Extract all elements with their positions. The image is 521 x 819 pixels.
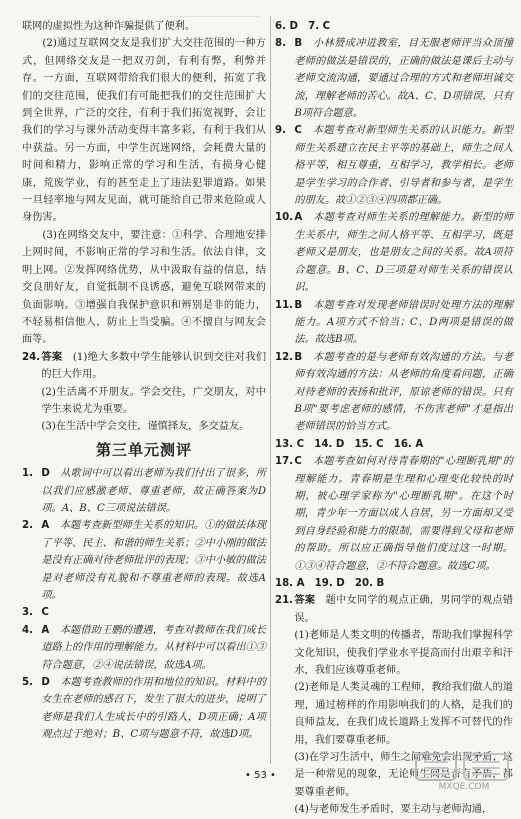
answer-item-11 — [275, 297, 513, 349]
answer-item-24 — [22, 349, 266, 384]
explanation: 本题考查对新型师生关系的认识能力。新型师生关系建立在民主平等的基础上，师生之间人格平等，相互尊重，互相学习，教学相长。老师是学生学习的合作者、引导者和参与者，是学生的朋友。故①②③④四项都正确。 — [294, 125, 514, 207]
item-number: 1. — [22, 468, 33, 480]
page-number: • 53 • — [245, 770, 276, 781]
item-number: 11. — [275, 299, 294, 311]
section-title: 第三单元测评 — [95, 440, 192, 459]
column-divider — [270, 16, 271, 764]
left-column — [22, 18, 266, 744]
explanation: 本题考查教师的作用和地位的知识。材料中的女生在老师的感召下，发生了很大的进步，说明了老师是我们人生成长中的引路人，D项正确；A项观点过于绝对；B、C项与题意不符，故选D项。 — [41, 677, 267, 741]
answer-choice: B — [294, 299, 303, 311]
item-number: 5. — [22, 677, 33, 689]
paragraph: (2)老师是人类灵魂的工程师，教给我们做人的道理，通过榜样的作用影响我们的人格，是我们的良师益友，在我们成长道路上发挥不可替代的作用，我们要尊重老师。 — [294, 682, 513, 746]
item-number: 10. — [275, 212, 294, 224]
explanation: 本题考查对发现老师错误时处理方法的理解能力。A项方式不恰当；C、D两项是错误的做法。故选B项。 — [294, 299, 514, 346]
answer-choice: C — [294, 125, 302, 137]
right-column — [275, 18, 513, 819]
answer-choice: C — [294, 456, 302, 468]
answer-row: 13. C 14. D 15. C 16. A — [275, 438, 424, 450]
item-number: 24. — [22, 351, 41, 363]
paragraph: (3)在生活中学会交往，谨慎择友，多交益友。 — [41, 421, 250, 433]
answer-item-4 — [22, 622, 266, 674]
paragraph: (2)通过互联网交友是我们扩大交往范围的一种方式，但网络交友是一把双刃剑，有利有弊，利弊并存。一方面，互联网带给我们很大的便利，拓宽了我们的交往范围，使我们有可能把我们的交往范围扩大到全世界，广泛的交往，有利于我们拓宽视野，会让我们的学习与课外活动变得丰富多彩，有利于我们从中获益。另一方面，中学生沉迷网络，会耗费大量的时间和精力，影响正常的学习和生活，有损身心健康，荒废学业，有的甚至走上了违法犯罪道路。如果一旦轻率地与网友见面，就可能给自己带来危险或人身伤害。 — [22, 38, 266, 224]
answer-item-5 — [22, 674, 266, 744]
answer-label: 答案 — [41, 351, 63, 363]
answer-label: 答案 — [294, 595, 316, 607]
answer-item-21 — [275, 592, 513, 627]
item-number: 4. — [22, 624, 33, 636]
answer-choice: D — [41, 468, 50, 480]
answer-item-8 — [275, 35, 513, 122]
item-number: 12. — [275, 351, 294, 363]
watermark-logo — [412, 750, 516, 796]
watermark-stamp-icon — [412, 750, 516, 784]
paragraph: (3)在学习生活中，师生之间难免会出现矛盾，这是一种常见的现象，无论师生间是否有矛盾，都要尊重老师。 — [294, 752, 513, 798]
answer-item-17 — [275, 453, 513, 575]
answer-text: 题中女同学的观点正确，男同学的观点错误。 — [294, 595, 513, 624]
item-number: 21. — [275, 595, 294, 607]
paragraph: 联网的虚拟性为这种诈骗提供了便利。 — [22, 21, 196, 32]
answer-choice: B — [294, 38, 303, 50]
scan-mark — [170, 6, 260, 17]
item-number: 8. — [275, 38, 286, 50]
paragraph: (3)在网络交友中，要注意：①科学、合理地安排上网时间，不影响正常的学习和生活。依法自律，文明上网。②发挥网络优势，从中汲取有益的信息，结交良朋好友，自觉抵制不良诱惑，避免互联网带来的负面影响。③增强自我保护意识和辨别是非的能力，不轻易相信他人，防止上当受骗。④不擅自与网友会面等。 — [22, 229, 266, 346]
paragraph: (2)生活离不开朋友。学会交往，广交朋友，对中学生来说尤为重要。 — [41, 386, 266, 415]
explanation: 本题考查的是与老师有效沟通的方法。与老师有效沟通的方法：从老师的角度看问题，正确对待老师的表扬和批评，原谅老师的错误。只有B项"要考虑老师的感情，不伤害老师"才是指出老师错误的恰当方式。 — [294, 351, 514, 433]
answer-text: (1)绝大多数中学生能够认识到交往对我们的巨大作用。 — [41, 351, 267, 381]
answer-item-12 — [275, 349, 513, 436]
answer-item-3 — [22, 604, 266, 621]
explanation: 本题考查如何对待青春期的"心理断乳期"的理解能力。青春期是生理和心理变化较快的时期，被心理学家称为"心理断乳期"。在这个时期，青少年一方面以成人自居，另一方面却又受到自身经验和能力的限制，需要得到父母和老师的帮助。所以应正确指导他们度过这一时期。①③④符合题意，②不符合题意。故选C项。 — [294, 456, 513, 572]
explanation: 小林赞成冲进教室，目无服老师评当众顶撞老师的做法是错误的，正确的做法是课后主动与老师交流沟通，要通过合理的方式和老师坦诚交流，理解老师的苦心。故A、C、D项错误，只有B项符合题意。 — [294, 38, 514, 120]
answer-item-1 — [22, 465, 266, 517]
answer-choice: A — [41, 624, 50, 636]
item-number: 9. — [275, 125, 286, 137]
answer-choice: A — [294, 212, 303, 224]
answer-item-9 — [275, 122, 513, 209]
answer-choice: A — [41, 520, 50, 532]
answer-item-10 — [275, 209, 513, 296]
item-number: 17. — [275, 456, 294, 468]
answer-choice: C — [41, 607, 49, 619]
answer-row: 6. D 7. C — [275, 21, 331, 32]
paragraph: (1)老师是人类文明的传播者，帮助我们掌握科学文化知识，使我们学业水平提高而付出艰辛和汗水，我们应该尊重老师。 — [294, 630, 513, 677]
paragraph: (4)与老师发生矛盾时，要主动与老师沟通， — [294, 804, 493, 816]
answer-choice: D — [41, 677, 50, 689]
answer-choice: B — [294, 351, 303, 363]
explanation: 本题考查对师生关系的理解能力。新型的师生关系中，师生之间人格平等、互相学习，既是老师又是朋友，也是朋友之间的关系。故A项符合题意。B、C、D三项是对师生关系的错误认识。 — [294, 212, 514, 294]
item-number: 3. — [22, 607, 33, 619]
answer-row: 18. A 19. D 20. B — [275, 578, 385, 589]
explanation: 本题考查新型师生关系的知识。①的做法体现了平等、民主、和谐的师生关系；②中小刚的做法是没有正确对待老师批评的表现；③中小敏的做法是对老师没有礼貌和不尊重老师的表现。故选A项。 — [41, 520, 267, 601]
explanation: 从歌词中可以看出老师为我们付出了很多，所以我们应感激老师、尊重老师，故正确答案为D项。A、B、C三项说法错误。 — [41, 468, 267, 514]
item-number: 2. — [22, 520, 33, 532]
explanation: 本题借助王鹏的遭遇，考查对教师在我们成长道路上的作用的理解能力。从材料中可以看出①③符合题意，②④说法错误，故选A项。 — [41, 624, 267, 671]
watermark-text: MXQE.COM — [438, 782, 490, 792]
answer-item-2 — [22, 517, 266, 604]
